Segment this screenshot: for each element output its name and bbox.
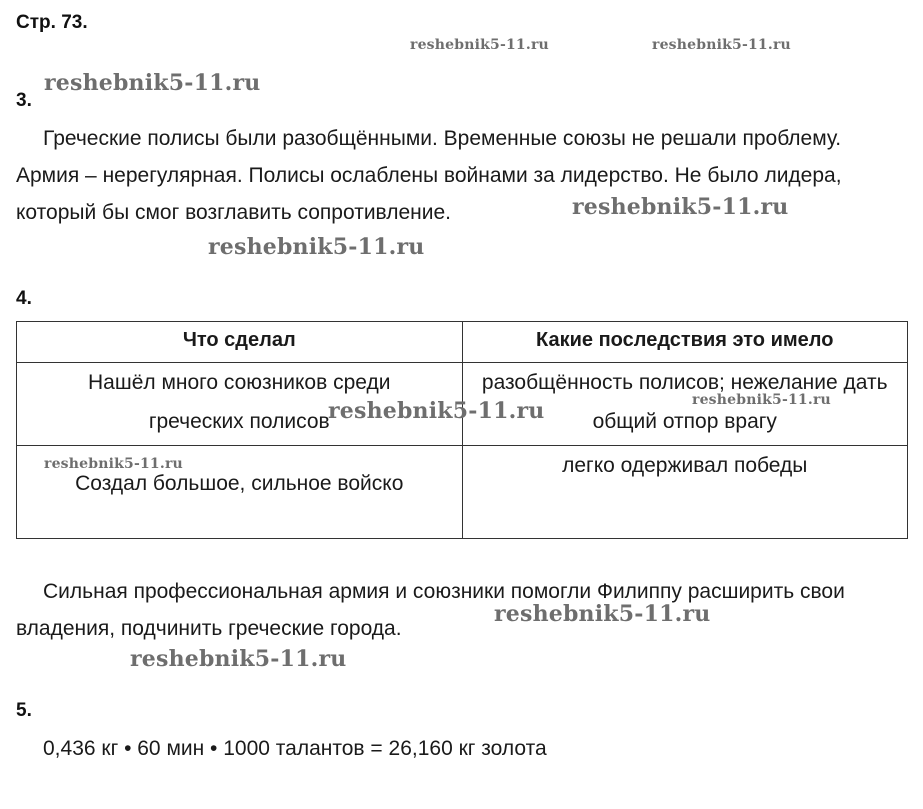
watermark: reshebnik5-11.ru [44, 70, 261, 96]
task-3-number: 3. [16, 90, 32, 111]
page-title: Стр. 73. [16, 12, 88, 33]
task-3-line: Армия – нерегулярная. Полисы ослаблены войнами за лидерство. Не было лидера, [16, 164, 842, 187]
cell-line: греческих полисов [148, 410, 330, 433]
task-3-line: который бы смог возглавить сопротивление. [16, 201, 451, 224]
conclusion-line: Сильная профессиональная армия и союзники помогли Филиппу расширить свои [43, 580, 845, 603]
task-4-number: 4. [16, 288, 32, 309]
watermark: reshebnik5-11.ru [328, 398, 545, 424]
watermark: reshebnik5-11.ru [44, 456, 183, 472]
watermark: reshebnik5-11.ru [692, 392, 831, 408]
watermark: reshebnik5-11.ru [410, 37, 549, 53]
answer-table [16, 321, 908, 539]
cell-line: Нашёл много союзников среди [88, 371, 391, 394]
table-header-row [17, 322, 908, 363]
watermark: reshebnik5-11.ru [208, 234, 425, 260]
task-5-formula: 0,436 кг • 60 мин • 1000 талантов = 26,160 кг золота [43, 737, 547, 760]
cell-line: легко одерживал победы [562, 454, 808, 477]
table-header-consequences: Какие последствия это имело [462, 322, 908, 363]
watermark: reshebnik5-11.ru [572, 194, 789, 220]
task-5-number: 5. [16, 700, 32, 721]
watermark: reshebnik5-11.ru [652, 37, 791, 53]
task-3-line: Греческие полисы были разобщёнными. Временные союзы не решали проблему. [43, 127, 842, 150]
watermark: reshebnik5-11.ru [130, 646, 347, 672]
cell-line: общий отпор врагу [592, 410, 777, 433]
table-cell-consequence [462, 446, 908, 539]
watermark: reshebnik5-11.ru [494, 601, 711, 627]
cell-line: Создал большое, сильное войско [75, 472, 404, 495]
table-header-what-did: Что сделал [17, 322, 463, 363]
conclusion-line: владения, подчинить греческие города. [16, 617, 402, 640]
cell-line: разобщённость полисов; нежелание дать [481, 371, 888, 394]
task-4-conclusion [16, 573, 916, 647]
